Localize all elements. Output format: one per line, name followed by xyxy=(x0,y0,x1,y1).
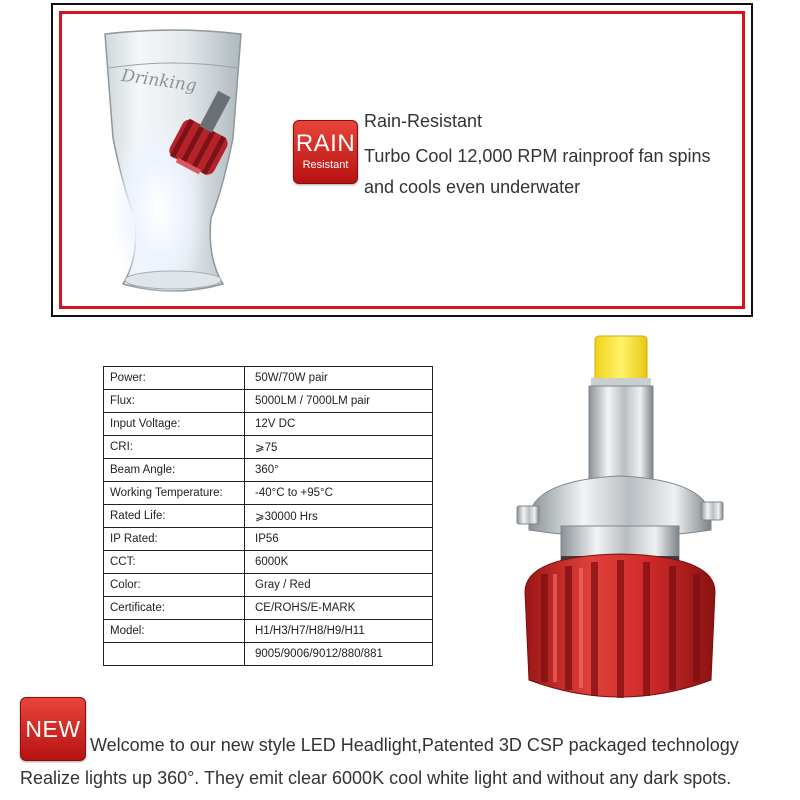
feature-description xyxy=(364,141,744,203)
spec-row xyxy=(104,551,433,574)
spec-value: ⩾75 xyxy=(245,436,433,459)
spec-value: 9005/9006/9012/880/881 xyxy=(245,643,433,666)
spec-row xyxy=(104,574,433,597)
spec-value: 50W/70W pair xyxy=(245,367,433,390)
rain-badge-subtitle: Resistant xyxy=(302,159,349,171)
spec-value: H1/H3/H7/H8/H9/H11 xyxy=(245,620,433,643)
spec-value: ⩾30000 Hrs xyxy=(245,505,433,528)
spec-row xyxy=(104,459,433,482)
feature-description-line-1: Turbo Cool 12,000 RPM rainproof fan spins xyxy=(364,146,711,166)
spec-table xyxy=(103,366,433,666)
spec-value: Gray / Red xyxy=(245,574,433,597)
spec-label: Certificate: xyxy=(104,597,245,620)
spec-value: 5000LM / 7000LM pair xyxy=(245,390,433,413)
spec-value: 12V DC xyxy=(245,413,433,436)
spec-row xyxy=(104,528,433,551)
spec-row xyxy=(104,367,433,390)
spec-label: Working Temperature: xyxy=(104,482,245,505)
spec-label: Rated Life: xyxy=(104,505,245,528)
spec-row xyxy=(104,505,433,528)
spec-row xyxy=(104,620,433,643)
rain-badge-title: RAIN xyxy=(295,130,356,157)
spec-row xyxy=(104,413,433,436)
spec-label: Color: xyxy=(104,574,245,597)
spec-value: CE/ROHS/E-MARK xyxy=(245,597,433,620)
rain-resistant-badge xyxy=(293,120,358,184)
spec-row xyxy=(104,597,433,620)
spec-value: 360° xyxy=(245,459,433,482)
spec-label: Input Voltage: xyxy=(104,413,245,436)
spec-row xyxy=(104,643,433,666)
spec-label: IP Rated: xyxy=(104,528,245,551)
feature-title: Rain-Resistant xyxy=(364,111,483,131)
spec-label xyxy=(104,643,245,666)
spec-label: Beam Angle: xyxy=(104,459,245,482)
spec-value: 6000K xyxy=(245,551,433,574)
new-badge-label: NEW xyxy=(25,716,81,742)
spec-value: -40°C to +95°C xyxy=(245,482,433,505)
led-headlight-bulb-image xyxy=(515,330,725,715)
glass-of-water-image xyxy=(103,28,243,294)
spec-label: Flux: xyxy=(104,390,245,413)
spec-label: CCT: xyxy=(104,551,245,574)
spec-value: IP56 xyxy=(245,528,433,551)
intro-text-line-2: Realize lights up 360°. They emit clear 6000K cool white light and without any dark spots. xyxy=(20,768,732,788)
new-badge xyxy=(20,697,86,761)
spec-label: Power: xyxy=(104,367,245,390)
spec-label: CRI: xyxy=(104,436,245,459)
spec-row xyxy=(104,390,433,413)
spec-row xyxy=(104,436,433,459)
intro-text-line-1: Welcome to our new style LED Headlight,Patented 3D CSP packaged technology xyxy=(90,735,739,755)
feature-description-line-2: and cools even underwater xyxy=(364,177,581,197)
spec-label: Model: xyxy=(104,620,245,643)
spec-row xyxy=(104,482,433,505)
